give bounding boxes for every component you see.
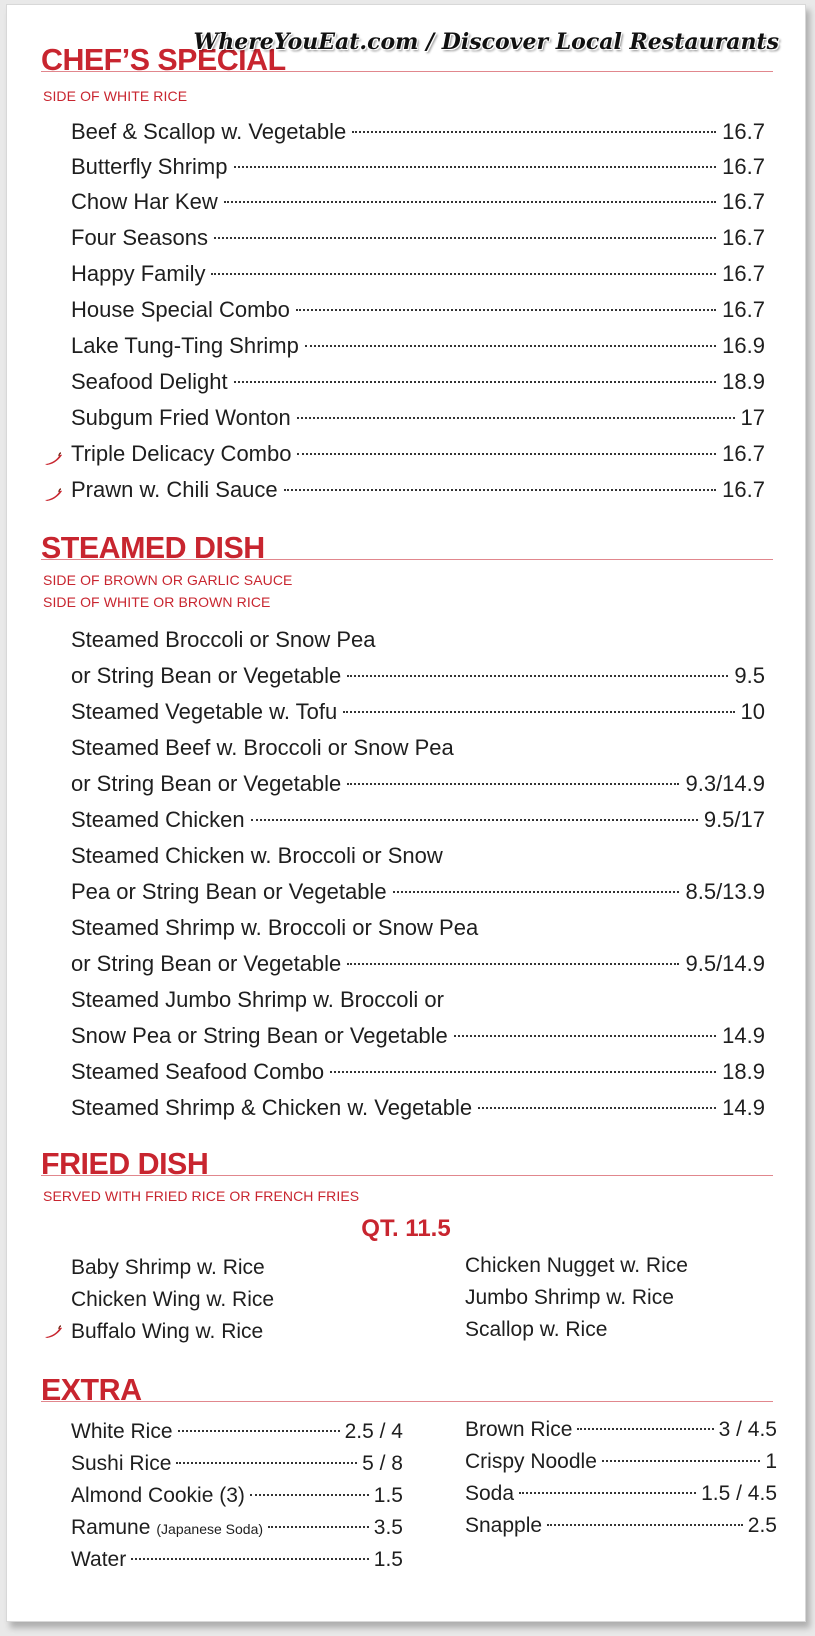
menu-item: or String Bean or Vegetable 9.5 <box>71 663 765 688</box>
menu-item: Steamed Seafood Combo 18.9 <box>71 1059 765 1084</box>
section-divider <box>41 71 773 72</box>
section-title: STEAMED DISH <box>41 530 265 565</box>
menu-item-spicy: Triple Delicacy Combo 16.7 <box>71 441 765 466</box>
menu-item-line: Steamed Broccoli or Snow Pea <box>71 627 376 652</box>
section-title: CHEF’S SPECIAL <box>41 42 286 77</box>
extra-item: Brown Rice 3 / 4.5 <box>465 1418 777 1441</box>
menu-item: Chicken Nugget w. Rice <box>465 1254 688 1277</box>
menu-item: Steamed Chicken 9.5/17 <box>71 807 765 832</box>
menu-item: or String Bean or Vegetable 9.5/14.9 <box>71 951 765 976</box>
section-subtitle: SIDE OF WHITE OR BROWN RICE <box>43 594 271 610</box>
menu-item: Snow Pea or String Bean or Vegetable 14.9 <box>71 1023 765 1048</box>
extra-item: Ramune (Japanese Soda) 3.5 <box>71 1516 403 1539</box>
extra-item: Snapple 2.5 <box>465 1514 777 1537</box>
menu-item: Lake Tung-Ting Shrimp 16.9 <box>71 333 765 358</box>
extra-item: Almond Cookie (3) 1.5 <box>71 1484 403 1507</box>
menu-item: Happy Family 16.7 <box>71 261 765 286</box>
menu-item-line: Steamed Shrimp w. Broccoli or Snow Pea <box>71 915 479 940</box>
section-subtitle: SERVED WITH FRIED RICE OR FRENCH FRIES <box>43 1188 360 1204</box>
section-title: FRIED DISH <box>41 1146 209 1181</box>
extra-item: White Rice 2.5 / 4 <box>71 1420 403 1443</box>
menu-item: Scallop w. Rice <box>465 1318 608 1341</box>
menu-item-line: Steamed Jumbo Shrimp w. Broccoli or <box>71 987 444 1012</box>
chili-pepper-icon <box>43 488 63 502</box>
menu-item: House Special Combo 16.7 <box>71 297 765 322</box>
menu-item-line: Steamed Beef w. Broccoli or Snow Pea <box>71 735 454 760</box>
section-divider <box>41 1175 773 1176</box>
extra-item: Soda 1.5 / 4.5 <box>465 1482 777 1505</box>
section-subtitle: SIDE OF BROWN OR GARLIC SAUCE <box>43 572 293 588</box>
chili-pepper-icon <box>43 452 63 466</box>
section-title: EXTRA <box>41 1372 142 1407</box>
chili-pepper-icon <box>43 1325 63 1339</box>
menu-item: Baby Shrimp w. Rice <box>71 1256 265 1279</box>
extra-item: Sushi Rice 5 / 8 <box>71 1452 403 1475</box>
menu-item: Pea or String Bean or Vegetable 8.5/13.9 <box>71 879 765 904</box>
menu-item-spicy: Buffalo Wing w. Rice <box>71 1320 264 1343</box>
menu-item: Chow Har Kew 16.7 <box>71 189 765 214</box>
extra-item: Crispy Noodle 1 <box>465 1450 777 1473</box>
menu-item: Subgum Fried Wonton 17 <box>71 405 765 430</box>
menu-item: Beef & Scallop w. Vegetable 16.7 <box>71 119 765 144</box>
extra-item: Water 1.5 <box>71 1548 403 1571</box>
menu-item: Jumbo Shrimp w. Rice <box>465 1286 674 1309</box>
quart-price: QT. 11.5 <box>361 1215 451 1242</box>
site-watermark: WhereYouEat.com / Discover Local Restaurants <box>193 29 779 55</box>
menu-item: Seafood Delight 18.9 <box>71 369 765 394</box>
section-subtitle: SIDE OF WHITE RICE <box>43 88 188 104</box>
section-divider <box>41 559 773 560</box>
menu-item: or String Bean or Vegetable 9.3/14.9 <box>71 771 765 796</box>
menu-item-line: Steamed Chicken w. Broccoli or Snow <box>71 843 443 868</box>
menu-item: Steamed Vegetable w. Tofu 10 <box>71 699 765 724</box>
menu-item: Steamed Shrimp & Chicken w. Vegetable 14.9 <box>71 1095 765 1120</box>
menu-item: Four Seasons 16.7 <box>71 225 765 250</box>
menu-item: Chicken Wing w. Rice <box>71 1288 275 1311</box>
menu-item-spicy: Prawn w. Chili Sauce 16.7 <box>71 477 765 502</box>
section-divider <box>41 1401 773 1402</box>
menu-page <box>6 4 806 1622</box>
menu-item: Butterfly Shrimp 16.7 <box>71 154 765 179</box>
